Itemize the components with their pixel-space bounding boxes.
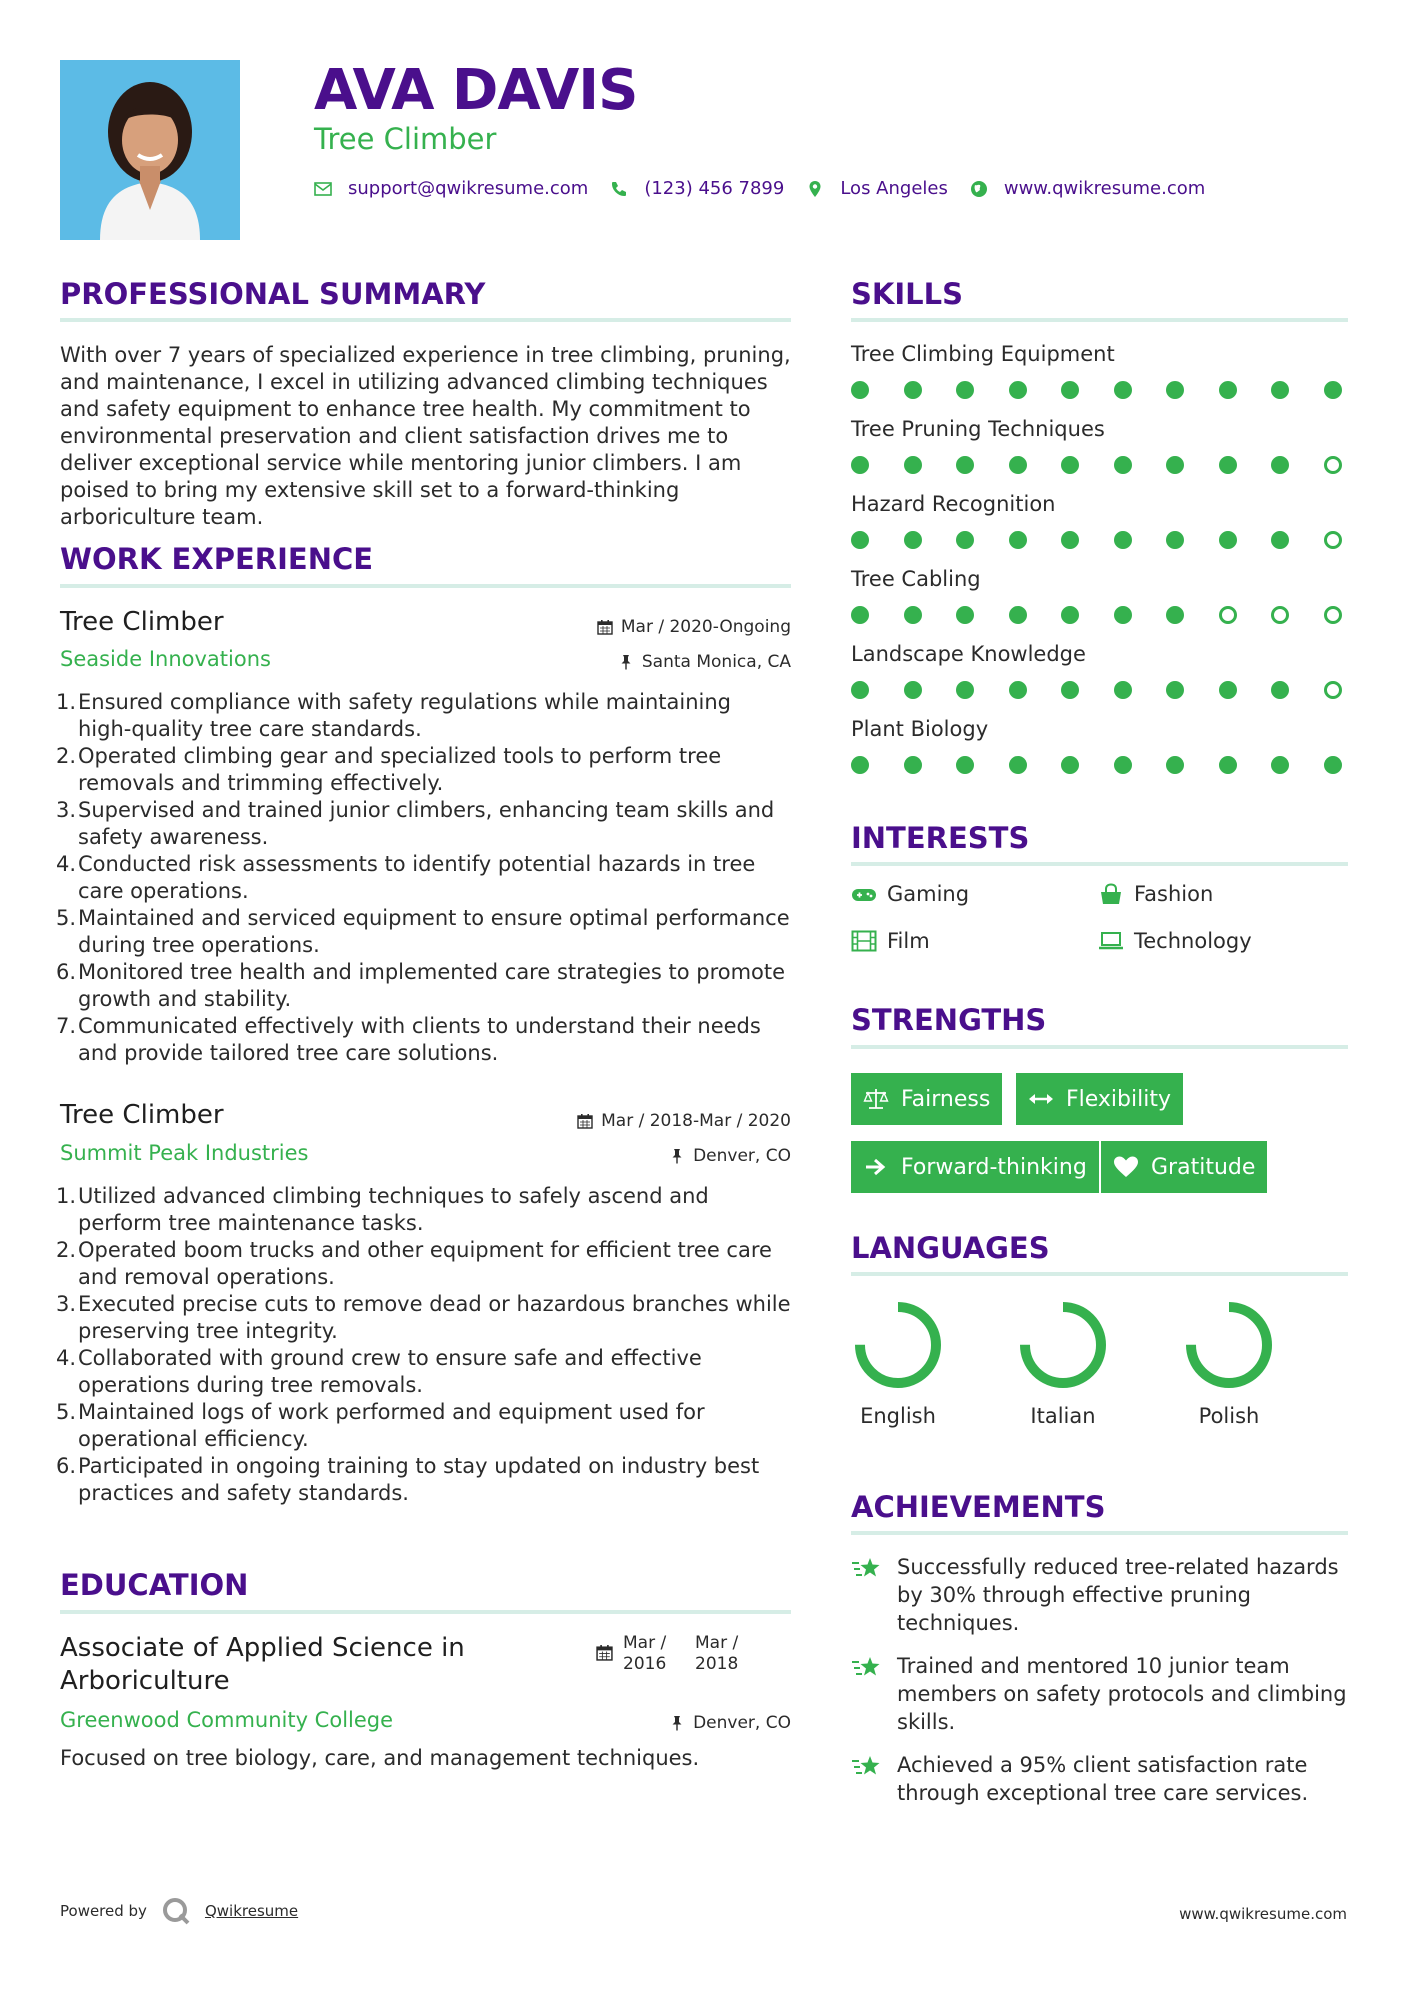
duty-item: 5. Maintained and serviced equipment to ensure optimal performance during tree operations. xyxy=(56,906,790,957)
summary-heading: PROFESSIONAL SUMMARY xyxy=(60,277,486,311)
pin-icon xyxy=(669,1148,685,1164)
envelope-icon xyxy=(314,180,332,198)
contact-location xyxy=(806,178,948,199)
skill-name: Tree Pruning Techniques xyxy=(851,417,1105,441)
skill-dot-filled xyxy=(1271,756,1289,774)
interest-film xyxy=(851,929,930,953)
candidate-role: Tree Climber xyxy=(314,122,497,156)
interest-label: Gaming xyxy=(887,882,970,906)
skill-dot-filled xyxy=(1114,381,1132,399)
duty-item: 4. Conducted risk assessments to identify potential hazards in tree care operations. xyxy=(56,852,756,903)
duty-item: 7. Communicated effectively with clients to understand their needs and provide tailored tree care solutions. xyxy=(56,1014,761,1065)
skill-level-dots xyxy=(851,606,1342,624)
interest-label: Technology xyxy=(1134,929,1252,953)
skill-dot-filled xyxy=(904,756,922,774)
achievement-item xyxy=(851,1553,1347,1637)
summary-text: With over 7 years of specialized experience in tree climbing, pruning, and maintenance, I excel in utilizing advanced climbing techniques and safety equipment to enhance tree health. My commitment to environmental preservation and client satisfaction drives me to deliver exceptional service while mentoring junior climbers. I am poised to bring my extensive skill set to a forward-thinking arboriculture team. xyxy=(60,343,791,529)
skill-dot-filled xyxy=(1009,381,1027,399)
strength-label: Fairness xyxy=(901,1086,991,1112)
duty-item: 1. Ensured compliance with safety regulations while maintaining high-quality tree care standards. xyxy=(56,690,731,741)
language-name: Polish xyxy=(1198,1404,1260,1428)
job-2-dates-text: Mar / 2018-Mar / 2020 xyxy=(601,1111,791,1131)
skill-level-dots xyxy=(851,381,1342,399)
achievements-heading: ACHIEVEMENTS xyxy=(851,1490,1106,1524)
skill-dot-filled xyxy=(1324,756,1342,774)
language-item xyxy=(1003,1300,1123,1428)
skill-dot-filled xyxy=(1061,756,1079,774)
education-degree: Associate of Applied Science in Arboriculture xyxy=(60,1633,465,1696)
interest-gaming xyxy=(851,882,969,906)
skill-dot-filled xyxy=(956,381,974,399)
qwikresume-logo-icon xyxy=(161,1896,191,1926)
skill-dot-filled xyxy=(1061,381,1079,399)
location-text: Los Angeles xyxy=(840,178,948,199)
calendar-icon xyxy=(597,619,613,635)
strength-gratitude xyxy=(1101,1141,1267,1193)
skill-level-dots xyxy=(851,681,1342,699)
achievement-text: Achieved a 95% client satisfaction rate through exceptional tree care services. xyxy=(897,1753,1309,1805)
contact-email[interactable] xyxy=(314,178,588,199)
skill-dot-filled xyxy=(904,531,922,549)
skill-dot-filled xyxy=(1114,681,1132,699)
duty-item: 3. Supervised and trained junior climbers, enhancing team skills and safety awareness. xyxy=(56,798,775,849)
skill-dot-filled xyxy=(1271,381,1289,399)
skill-dot-filled xyxy=(851,531,869,549)
skill-dot-filled xyxy=(1166,381,1184,399)
skill-name: Plant Biology xyxy=(851,717,989,741)
powered-by-label: Powered by xyxy=(60,1902,147,1920)
skill-dot-filled xyxy=(956,756,974,774)
job-2-location-text: Denver, CO xyxy=(693,1146,791,1166)
job-2-company: Summit Peak Industries xyxy=(60,1141,309,1165)
contact-website[interactable] xyxy=(970,178,1205,199)
skill-dot-filled xyxy=(1166,756,1184,774)
language-level-ring xyxy=(1018,1300,1108,1390)
job-1-location-text: Santa Monica, CA xyxy=(641,652,791,672)
skill-dot-filled xyxy=(1009,606,1027,624)
skill-dot-filled xyxy=(1271,681,1289,699)
language-name: English xyxy=(860,1404,936,1428)
map-marker-icon xyxy=(806,180,824,198)
skill-dot-filled xyxy=(956,531,974,549)
duty-item: 6. Participated in ongoing training to stay updated on industry best practices and safety standards. xyxy=(56,1454,760,1505)
job-2-dates xyxy=(471,1110,791,1132)
skill-dot-filled xyxy=(851,456,869,474)
skill-dot-filled xyxy=(1166,606,1184,624)
skill-dot-empty xyxy=(1219,606,1237,624)
skill-dot-filled xyxy=(1009,456,1027,474)
shooting-star-icon xyxy=(851,1753,883,1781)
skill-dot-filled xyxy=(1219,681,1237,699)
education-description: Focused on tree biology, care, and management techniques. xyxy=(60,1746,700,1770)
job-1-duties xyxy=(56,689,791,1067)
skill-level-dots xyxy=(851,456,1342,474)
heart-icon xyxy=(1113,1155,1139,1179)
language-level-ring xyxy=(1184,1300,1274,1390)
skill-dot-filled xyxy=(1271,456,1289,474)
job-1-location xyxy=(511,651,791,673)
achievement-text: Successfully reduced tree-related hazards by 30% through effective pruning techniques. xyxy=(897,1555,1339,1635)
language-level-arc xyxy=(1025,1307,1101,1383)
skill-dot-filled xyxy=(1324,381,1342,399)
skill-dot-filled xyxy=(851,681,869,699)
skill-dot-filled xyxy=(904,456,922,474)
calendar-icon xyxy=(596,1644,613,1661)
job-2-title: Tree Climber xyxy=(60,1100,224,1130)
strength-label: Gratitude xyxy=(1151,1154,1256,1180)
skill-dot-filled xyxy=(1009,756,1027,774)
skill-dot-filled xyxy=(904,681,922,699)
education-location-text: Denver, CO xyxy=(693,1713,791,1733)
skills-divider xyxy=(851,318,1348,322)
skills-heading: SKILLS xyxy=(851,277,963,311)
skill-level-dots xyxy=(851,756,1342,774)
skill-dot-filled xyxy=(851,606,869,624)
skill-dot-filled xyxy=(1166,681,1184,699)
skill-dot-filled xyxy=(1219,381,1237,399)
phone-text: (123) 456 7899 xyxy=(644,178,785,199)
skill-name: Hazard Recognition xyxy=(851,492,1056,516)
strength-label: Flexibility xyxy=(1066,1086,1171,1112)
duty-item: 3. Executed precise cuts to remove dead or hazardous branches while preserving tree integrity. xyxy=(56,1292,791,1343)
profile-photo-illustration xyxy=(60,60,240,240)
duty-item: 5. Maintained logs of work performed and equipment used for operational efficiency. xyxy=(56,1400,705,1451)
achievement-item xyxy=(851,1751,1347,1807)
contact-phone[interactable] xyxy=(610,178,784,199)
job-2-location xyxy=(511,1145,791,1167)
skill-dot-filled xyxy=(1009,681,1027,699)
pin-icon xyxy=(618,654,634,670)
language-level-ring xyxy=(853,1300,943,1390)
interests-divider xyxy=(851,862,1348,866)
job-2-duties xyxy=(56,1183,791,1507)
phone-icon xyxy=(610,180,628,198)
education-dates xyxy=(596,1633,767,1675)
language-item xyxy=(838,1300,958,1428)
shopping-bag-icon xyxy=(1098,883,1124,905)
skill-dot-filled xyxy=(1219,531,1237,549)
gamepad-icon xyxy=(851,883,877,905)
job-1-dates-text: Mar / 2020-Ongoing xyxy=(620,617,791,637)
footer-powered-by xyxy=(60,1896,298,1926)
languages-heading: LANGUAGES xyxy=(851,1231,1050,1265)
arrows-horizontal-icon xyxy=(1028,1087,1054,1111)
pin-icon xyxy=(669,1715,685,1731)
interest-label: Fashion xyxy=(1134,882,1214,906)
skill-dot-filled xyxy=(1114,456,1132,474)
skill-dot-filled xyxy=(1166,456,1184,474)
education-school: Greenwood Community College xyxy=(60,1708,394,1732)
education-location xyxy=(511,1712,791,1734)
skill-name: Tree Cabling xyxy=(851,567,981,591)
summary-divider xyxy=(60,318,791,322)
website-text: www.qwikresume.com xyxy=(1003,178,1206,199)
experience-divider xyxy=(60,584,791,588)
skill-dot-filled xyxy=(904,606,922,624)
interest-technology xyxy=(1098,929,1252,953)
skill-dot-filled xyxy=(1114,606,1132,624)
language-level-arc xyxy=(1191,1307,1267,1383)
strengths-heading: STRENGTHS xyxy=(851,1003,1047,1037)
skill-dot-empty xyxy=(1271,606,1289,624)
duty-item: 6. Monitored tree health and implemented care strategies to promote growth and stability. xyxy=(56,960,786,1011)
skill-dot-filled xyxy=(1166,531,1184,549)
calendar-icon xyxy=(577,1113,593,1129)
duty-item: 1. Utilized advanced climbing techniques to safely ascend and perform tree maintenance tasks. xyxy=(56,1184,709,1235)
skill-dot-filled xyxy=(1009,531,1027,549)
skill-dot-filled xyxy=(1219,456,1237,474)
education-heading: EDUCATION xyxy=(60,1568,249,1602)
skill-dot-filled xyxy=(904,381,922,399)
email-text: support@qwikresume.com xyxy=(348,178,589,199)
skill-dot-filled xyxy=(851,756,869,774)
skill-dot-filled xyxy=(956,681,974,699)
duty-item: 2. Operated boom trucks and other equipment for efficient tree care and removal operations. xyxy=(56,1238,772,1289)
strength-forward-thinking xyxy=(851,1141,1099,1193)
strengths-divider xyxy=(851,1045,1348,1049)
skill-dot-empty xyxy=(1324,531,1342,549)
language-name: Italian xyxy=(1030,1404,1096,1428)
skill-dot-filled xyxy=(1271,531,1289,549)
skill-dot-filled xyxy=(1114,756,1132,774)
skill-dot-filled xyxy=(1114,531,1132,549)
strength-flexibility xyxy=(1016,1073,1183,1125)
education-start: Mar / 2016 xyxy=(623,1633,667,1674)
interests-heading: INTERESTS xyxy=(851,821,1030,855)
interest-fashion xyxy=(1098,882,1213,906)
experience-heading: WORK EXPERIENCE xyxy=(60,542,374,576)
skill-name: Landscape Knowledge xyxy=(851,642,1086,666)
contact-bar xyxy=(314,178,1227,199)
skill-dot-filled xyxy=(1061,531,1079,549)
candidate-name: AVA DAVIS xyxy=(314,58,638,123)
skill-dot-filled xyxy=(1061,456,1079,474)
strength-label: Forward-thinking xyxy=(901,1154,1087,1180)
skill-name: Tree Climbing Equipment xyxy=(851,342,1115,366)
skill-dot-filled xyxy=(956,606,974,624)
skill-dot-empty xyxy=(1324,681,1342,699)
footer-website[interactable]: www.qwikresume.com xyxy=(1179,1905,1347,1923)
achievement-item xyxy=(851,1652,1347,1736)
arrow-right-icon xyxy=(863,1155,889,1179)
shooting-star-icon xyxy=(851,1654,883,1682)
skill-dot-filled xyxy=(1219,756,1237,774)
skill-dot-filled xyxy=(1061,606,1079,624)
language-item xyxy=(1169,1300,1289,1428)
job-1-title: Tree Climber xyxy=(60,607,224,637)
achievement-text: Trained and mentored 10 junior team members on safety protocols and climbing skills. xyxy=(897,1654,1347,1734)
qwikresume-link[interactable]: Qwikresume xyxy=(204,1902,299,1920)
skill-dot-empty xyxy=(1324,456,1342,474)
education-divider xyxy=(60,1610,791,1614)
shooting-star-icon xyxy=(851,1555,883,1583)
profile-photo xyxy=(60,60,240,240)
duty-item: 4. Collaborated with ground crew to ensure safe and effective operations during tree removals. xyxy=(56,1346,702,1397)
skill-dot-filled xyxy=(1061,681,1079,699)
skill-dot-filled xyxy=(956,456,974,474)
balance-scale-icon xyxy=(863,1087,889,1111)
education-end: Mar / 2018 xyxy=(695,1633,739,1674)
globe-icon xyxy=(970,180,988,198)
skill-dot-filled xyxy=(851,381,869,399)
skill-dot-empty xyxy=(1324,606,1342,624)
skill-level-dots xyxy=(851,531,1342,549)
film-icon xyxy=(851,930,877,952)
job-1-dates xyxy=(511,616,791,638)
strength-fairness xyxy=(851,1073,1002,1125)
job-1-company: Seaside Innovations xyxy=(60,647,271,671)
language-level-arc xyxy=(860,1307,936,1383)
duty-item: 2. Operated climbing gear and specialized tools to perform tree removals and trimming effectively. xyxy=(56,744,722,795)
laptop-icon xyxy=(1098,930,1124,952)
interest-label: Film xyxy=(887,929,930,953)
achievements-divider xyxy=(851,1531,1348,1535)
languages-divider xyxy=(851,1272,1348,1276)
